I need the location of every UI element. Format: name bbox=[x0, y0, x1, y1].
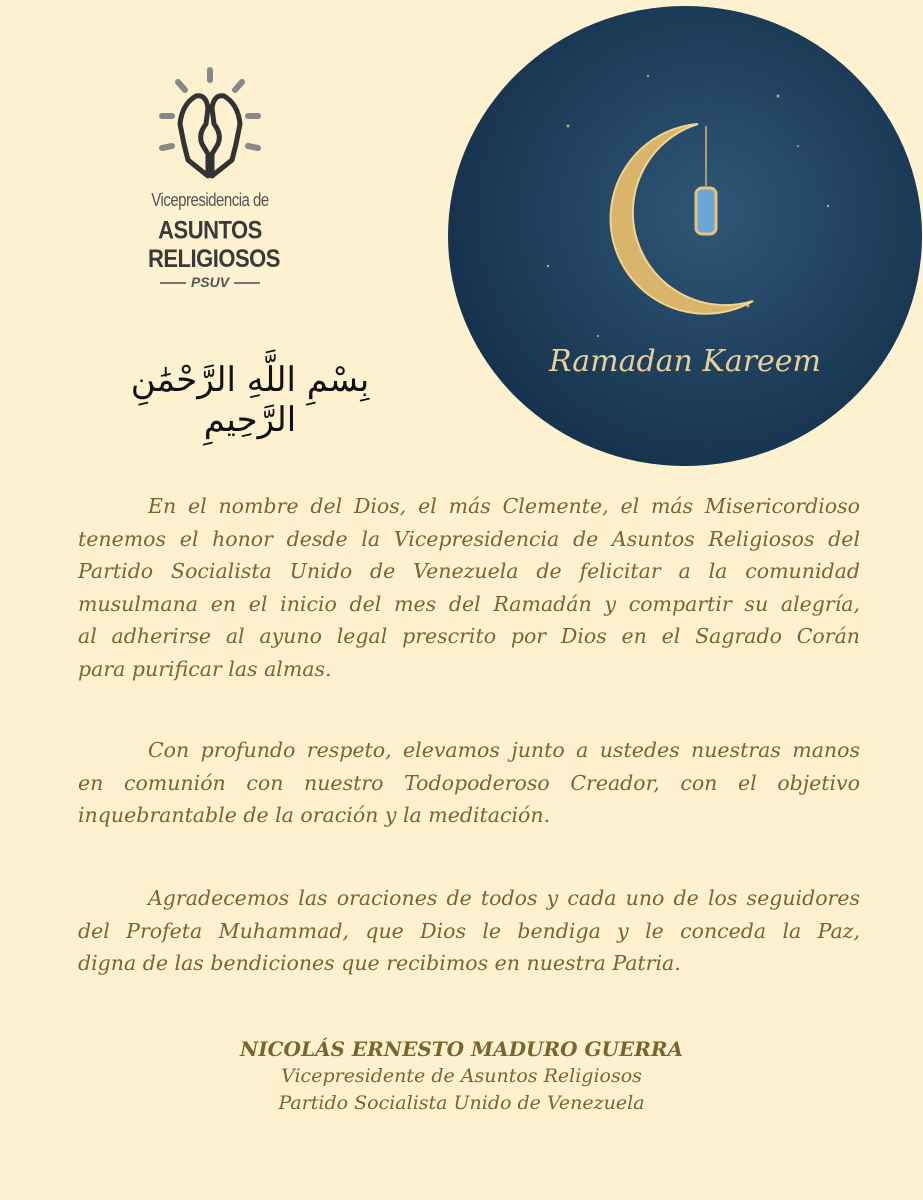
logo-subtitle: Vicepresidencia de bbox=[151, 190, 269, 211]
signatory-title: Vicepresidente de Asuntos Religiosos bbox=[281, 1065, 642, 1087]
paragraph-line: musulmana en el inicio del mes del Ramadán y compartir su alegría, bbox=[78, 591, 860, 616]
logo-party: PSUV bbox=[148, 274, 272, 290]
logo-title-line1: ASUNTOS bbox=[158, 215, 262, 244]
paragraph-line: En el nombre del Dios, el más Clemente, el más Misericordioso bbox=[148, 494, 860, 518]
signatory-name: NICOLÁS ERNESTO MADURO GUERRA bbox=[239, 1037, 684, 1061]
paragraph-line: en comunión con nuestro Todopoderoso Creador, con el objetivo bbox=[78, 770, 860, 795]
vicepresidencia-logo bbox=[148, 64, 280, 296]
paragraph-line: para purificar las almas. bbox=[78, 656, 332, 681]
paragraph-line: Agradecemos las oraciones de todos y cada uno de los seguidores bbox=[148, 886, 860, 910]
signature-block bbox=[0, 1036, 923, 1117]
praying-hands-icon bbox=[148, 64, 272, 189]
paragraph-1 bbox=[78, 490, 860, 685]
paragraph-line: tenemos el honor desde la Vicepresidencia de Asuntos Religiosos del bbox=[78, 526, 860, 551]
ramadan-kareem-caption: Ramadan Kareem bbox=[548, 344, 822, 379]
paragraph-2 bbox=[78, 734, 860, 832]
paragraph-line: Partido Socialista Unido de Venezuela de felicitar a la comunidad bbox=[78, 559, 860, 583]
lantern-icon bbox=[696, 188, 716, 234]
crescent-moon-icon bbox=[611, 124, 753, 314]
logo-title bbox=[148, 215, 280, 273]
paragraph-3 bbox=[78, 882, 860, 980]
paragraph-line: inquebrantable de la oración y la meditación. bbox=[78, 803, 551, 827]
signatory-organization: Partido Socialista Unido de Venezuela bbox=[278, 1092, 645, 1114]
paragraph-line: Con profundo respeto, elevamos junto a ustedes nuestras manos bbox=[148, 738, 860, 762]
logo-title-line2: RELIGIOSOS bbox=[148, 244, 280, 273]
paragraph-line: digna de las bendiciones que recibimos en nuestra Patria. bbox=[78, 951, 681, 975]
ramadan-image bbox=[448, 6, 922, 466]
bismillah-calligraphy: بِسْمِ اللَّهِ الرَّحْمَٰنِ الرَّحِيمِ bbox=[130, 360, 370, 440]
paragraph-line: del Profeta Muhammad, que Dios le bendiga y le conceda la Paz, bbox=[78, 918, 860, 943]
paragraph-line: al adherirse al ayuno legal prescrito por Dios en el Sagrado Corán bbox=[78, 624, 860, 648]
